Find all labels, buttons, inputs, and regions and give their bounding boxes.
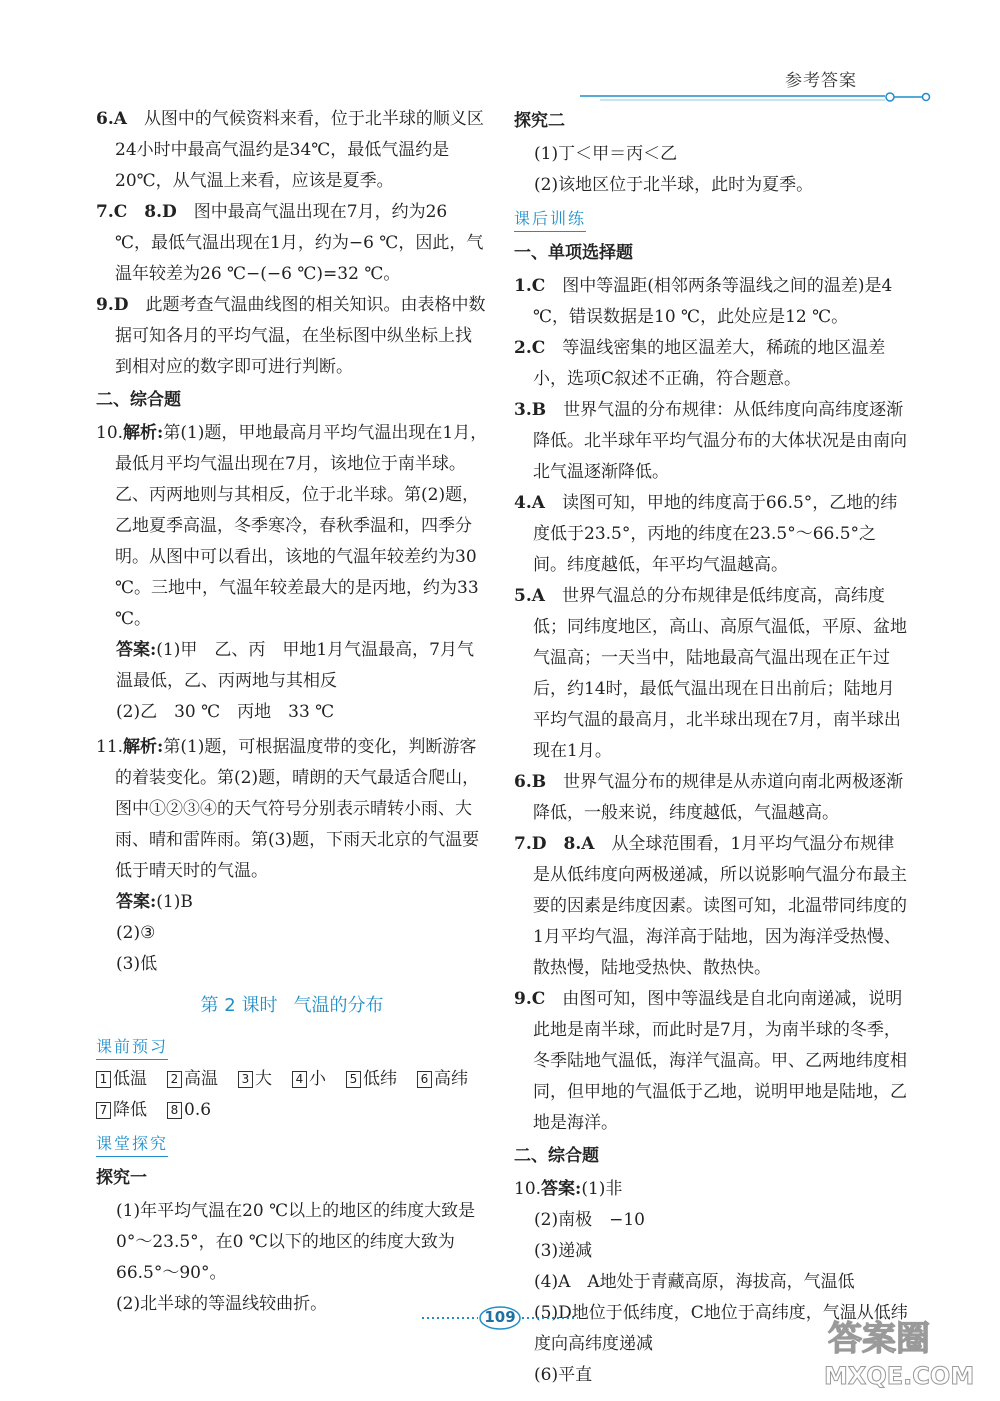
- blank-item: [238, 1064, 272, 1095]
- answer-10-a4: (4)A A地处于青藏高原，海拔高，气温低: [534, 1272, 855, 1292]
- answer-number: 2.C: [514, 338, 546, 358]
- blank-number: 4: [292, 1071, 307, 1088]
- blank-text: 大: [255, 1069, 272, 1089]
- answer-text: 读图可知，甲地的纬度高于66.5°，乙地的纬度低于23.5°，丙地的纬度在23.5°～66.5°之间。纬度越低，年平均气温越高。: [533, 493, 898, 575]
- answer-10-a6: (6)平直: [534, 1365, 593, 1385]
- page-header: [0, 0, 1000, 110]
- preview-blanks: [96, 1064, 488, 1095]
- analysis-text: 第(1)题，甲地最高月平均气温出现在1月，最低月平均气温出现在7月，该地位于南半球。乙、丙两地则与其相反，位于北半球。第(2)题，乙地夏季高温，冬季寒冷，春秋季温和，四季分明。从图中可以看出，该地的气温年较差约为30 ℃。三地中，气温年较差最大的是丙地，约为33 ℃。: [115, 423, 488, 629]
- blank-item: [96, 1064, 147, 1095]
- page-number: 109: [484, 1308, 516, 1326]
- answer-label: 答案:: [116, 892, 157, 912]
- header-decoration: [0, 0, 1000, 110]
- blank-number: 8: [167, 1102, 182, 1119]
- explore-2-answer-1: (1)丁＜甲＝丙＜乙: [534, 144, 678, 164]
- lesson-title: [96, 990, 488, 1021]
- answer-text: 图中等温距(相邻两条等温线之间的温差)是4 ℃，错误数据是10 ℃，此处应是12 ℃。: [533, 276, 893, 327]
- answer-text: 世界气温的分布规律：从低纬度向高纬度逐渐降低。北半球年平均气温分布的大体状况是由南向北气温逐渐降低。: [533, 400, 907, 482]
- blank-text: 0.6: [184, 1100, 212, 1120]
- answer-2: [514, 333, 908, 395]
- answer-4: [514, 488, 908, 581]
- answer-text: (1)非: [581, 1179, 623, 1199]
- blank-item: [167, 1064, 218, 1095]
- blank-number: 7: [96, 1102, 111, 1119]
- answer-number: 8.D: [144, 202, 177, 222]
- blank-number: 1: [96, 1071, 111, 1088]
- tag-after-class: 课后训练: [514, 207, 586, 232]
- answer-10-a2: (2)南极 −10: [534, 1210, 645, 1230]
- answer-number: 6.B: [514, 772, 547, 792]
- answer-number: 7.C: [96, 202, 128, 222]
- answer-text: (1)甲 乙、丙 甲地1月气温最高，7月气温最低，乙、丙两地与其相反: [116, 640, 474, 691]
- answer-5: [514, 581, 908, 767]
- blank-number: 3: [238, 1071, 253, 1088]
- lesson-name: 气温的分布: [293, 995, 384, 1016]
- answer-10-analysis: [96, 418, 488, 635]
- blank-text: 高温: [184, 1069, 218, 1089]
- answer-text: 世界气温分布的规律是从赤道向南北两极逐渐降低，一般来说，纬度越低，气温越高。: [533, 772, 904, 823]
- analysis-text: 第(1)题，可根据温度带的变化，判断游客的着装变化。第(2)题，晴朗的天气最适合爬山，图中①②③④的天气符号分别表示晴转小雨、大雨、晴和雷阵雨。第(3)题，下雨天北京的气温要低于晴天时的气温。: [115, 737, 480, 881]
- answer-text: 世界气温总的分布规律是低纬度高，高纬度低；同纬度地区，高山、高原气温低，平原、盆地气温高；一天当中，陆地最高气温出现在正午过后，约14时，最低气温出现在日出前后；陆地月平均气温的最高月，北半球出现在7月，南半球出现在1月。: [533, 586, 907, 761]
- watermark-graphic: [820, 1312, 990, 1392]
- blank-text: 小: [309, 1069, 326, 1089]
- blank-item: [292, 1064, 326, 1095]
- answer-number: 6.A: [96, 109, 127, 129]
- answer-number: 9.D: [96, 295, 129, 315]
- header-title: 参考答案: [785, 71, 857, 91]
- answer-text: 此题考查气温曲线图的相关知识。由表格中数据可知各月的平均气温，在坐标图中纵坐标上找到相对应的数字即可进行判断。: [115, 295, 486, 377]
- blank-text: 低温: [113, 1069, 147, 1089]
- section-heading-choice: 一、单项选择题: [514, 243, 633, 263]
- answer-7-8: [96, 197, 488, 290]
- tag-preview: 课前预习: [96, 1035, 168, 1060]
- answer-number: 7.D: [514, 834, 547, 854]
- left-column: [96, 104, 488, 1320]
- answer-text: (1)B: [156, 892, 193, 912]
- answer-6: [514, 767, 908, 829]
- preview-blanks-row2: [96, 1095, 488, 1126]
- answer-number: 1.C: [514, 276, 546, 296]
- answer-text: 等温线密集的地区温差大，稀疏的地区温差小，选项C叙述不正确，符合题意。: [533, 338, 886, 389]
- blank-item: [96, 1095, 147, 1126]
- blank-item: [346, 1064, 397, 1095]
- answer-number: 11.: [96, 737, 124, 757]
- answer-label: 答案:: [116, 640, 157, 660]
- answer-10-a5: (5)D地位于低纬度，C地位于高纬度，气温从低纬度向高纬度递减: [534, 1303, 908, 1354]
- blank-number: 2: [167, 1071, 182, 1088]
- section-heading-comprehensive: 二、综合题: [514, 1146, 599, 1166]
- section-heading-comprehensive: 二、综合题: [96, 390, 181, 410]
- blank-item: [417, 1064, 468, 1095]
- answer-label: 答案:: [541, 1179, 582, 1199]
- blank-number: 6: [417, 1071, 432, 1088]
- answer-text: 图中最高气温出现在7月，约为26 ℃，最低气温出现在1月，约为−6 ℃，因此，气温年较差为26 ℃−(−6 ℃)=32 ℃。: [115, 202, 484, 284]
- analysis-label: 解析:: [123, 737, 164, 757]
- answer-6: [96, 104, 488, 197]
- answer-11-ans1: [96, 887, 488, 918]
- answer-number: 5.A: [514, 586, 545, 606]
- answer-10: [514, 1174, 908, 1205]
- blank-text: 降低: [113, 1100, 147, 1120]
- answer-9: [96, 290, 488, 383]
- answer-10-a3: (3)递减: [534, 1241, 593, 1261]
- answer-text: 由图可知，图中等温线是自北向南递减，说明此地是南半球，而此时是7月，为南半球的冬季，冬季陆地气温低，海洋气温高。甲、乙两地纬度相同，但甲地的气温低于乙地，说明甲地是陆地，乙地是海洋。: [533, 989, 907, 1133]
- explore-2-answer-2: (2)该地区位于北半球，此时为夏季。: [534, 175, 814, 195]
- lesson-number: 第 2 课时: [200, 995, 278, 1016]
- explore-1-title: 探究一: [96, 1168, 147, 1188]
- explore-1-answer-1: (1)年平均气温在20 ℃以上的地区的纬度大致是0°～23.5°，在0 ℃以下的地区的纬度大致为66.5°～90°。: [116, 1201, 476, 1283]
- answer-11-ans2: (2)③: [116, 923, 156, 943]
- explore-2-title: 探究二: [514, 111, 565, 131]
- blank-text: 低纬: [363, 1069, 397, 1089]
- svg-text:MXQE.COM: MXQE.COM: [824, 1362, 975, 1390]
- answer-11-analysis: [96, 732, 488, 887]
- blank-text: 高纬: [434, 1069, 468, 1089]
- answer-number: 3.B: [514, 400, 547, 420]
- answer-number: 10.: [96, 423, 124, 443]
- right-column: [514, 104, 908, 1391]
- answer-number: 10.: [514, 1179, 542, 1199]
- answer-number: 8.A: [563, 834, 595, 854]
- tag-classroom: 课堂探究: [96, 1132, 168, 1157]
- answer-10-ans2: (2)乙 30 ℃ 丙地 33 ℃: [116, 702, 335, 722]
- answer-text: 从图中的气候资料来看，位于北半球的顺义区24小时中最高气温约是34℃，最低气温约是20℃，从气温上来看，应该是夏季。: [115, 109, 484, 191]
- blank-number: 5: [346, 1071, 361, 1088]
- blank-item: [167, 1095, 211, 1126]
- answer-10-ans1: [96, 635, 488, 697]
- answer-9: [514, 984, 908, 1139]
- answer-11-ans3: (3)低: [116, 954, 158, 974]
- watermark-logo: [820, 1312, 990, 1392]
- svg-text:答案圈: 答案圈: [828, 1319, 930, 1359]
- answer-7-8: [514, 829, 908, 984]
- answer-number: 4.A: [514, 493, 545, 513]
- explore-1-answer-2: (2)北半球的等温线较曲折。: [116, 1294, 328, 1314]
- answer-number: 9.C: [514, 989, 546, 1009]
- answer-text: 从全球范围看，1月平均气温分布规律是从低纬度向两极递减，所以说影响气温分布最主要的因素是纬度因素。读图可知，北温带同纬度的1月平均气温，海洋高于陆地，因为海洋受热慢、散热慢，陆地受热快、散热快。: [533, 834, 907, 978]
- answer-3: [514, 395, 908, 488]
- answer-1: [514, 271, 908, 333]
- analysis-label: 解析:: [123, 423, 164, 443]
